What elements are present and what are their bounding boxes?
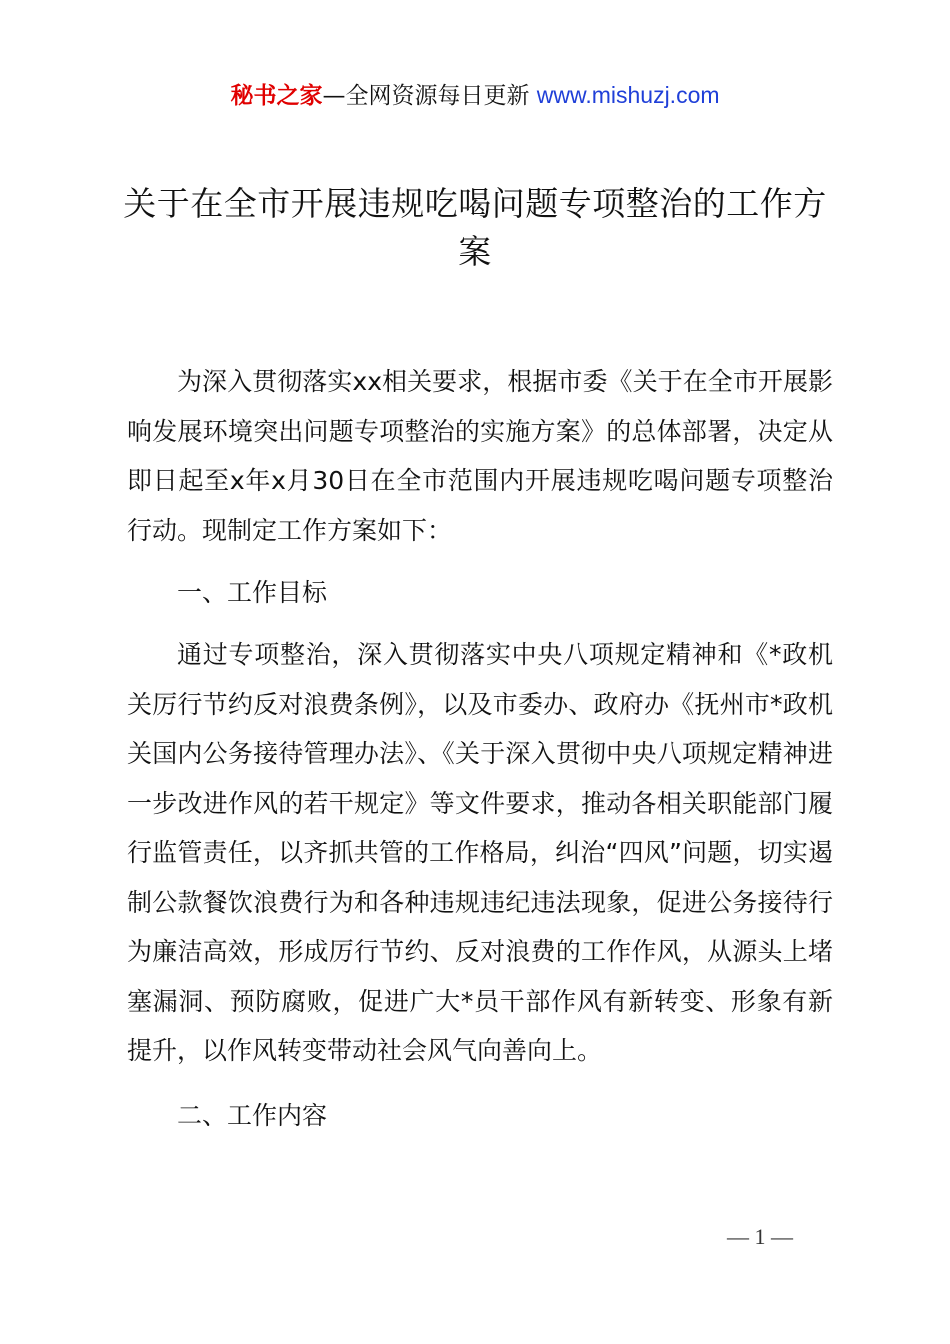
section-heading-content: 二、工作内容: [177, 1101, 328, 1130]
site-brand: 秘书之家: [230, 83, 323, 109]
goals-paragraph: 通过专项整治，深入贯彻落实中央八项规定精神和《*政机关厉行节约反对浪费条例》，以及市委办、政府办《抚州市*政机关国内公务接待管理办法》、《关于深入贯彻中央八项规定精神进一步改进作风的若干规定》等文件要求，推动各相关职能部门履行监管责任，以齐抓共管的工作格局，纠治“四风”问题，切实遏制公款餐饮浪费行为和各种违规违纪违法现象，促进公务接待行为廉洁高效，形成厉行节约、反对浪费的工作作风，从源头上堵塞漏洞、预防腐败，促进广大*员干部作风有新转变、形象有新提升，以作风转变带动社会风气向善向上。: [127, 640, 833, 1065]
intro-paragraph: 为深入贯彻落实xx相关要求，根据市委《关于在全市开展影响发展环境突出问题专项整治的实施方案》的总体部署，决定从即日起至x年x月30日在全市范围内开展违规吃喝问题专项整治行动。现制定工作方案如下：: [127, 367, 833, 545]
document-title: 关于在全市开展违规吃喝问题专项整治的工作方案: [123, 184, 827, 271]
site-tagline: —全网资源每日更新: [322, 83, 530, 109]
site-header: [0, 78, 950, 113]
site-url-link[interactable]: www.mishuzj.com: [536, 82, 720, 108]
section-heading-goals: 一、工作目标: [177, 578, 328, 607]
page-number: — 1 —: [727, 1224, 793, 1249]
